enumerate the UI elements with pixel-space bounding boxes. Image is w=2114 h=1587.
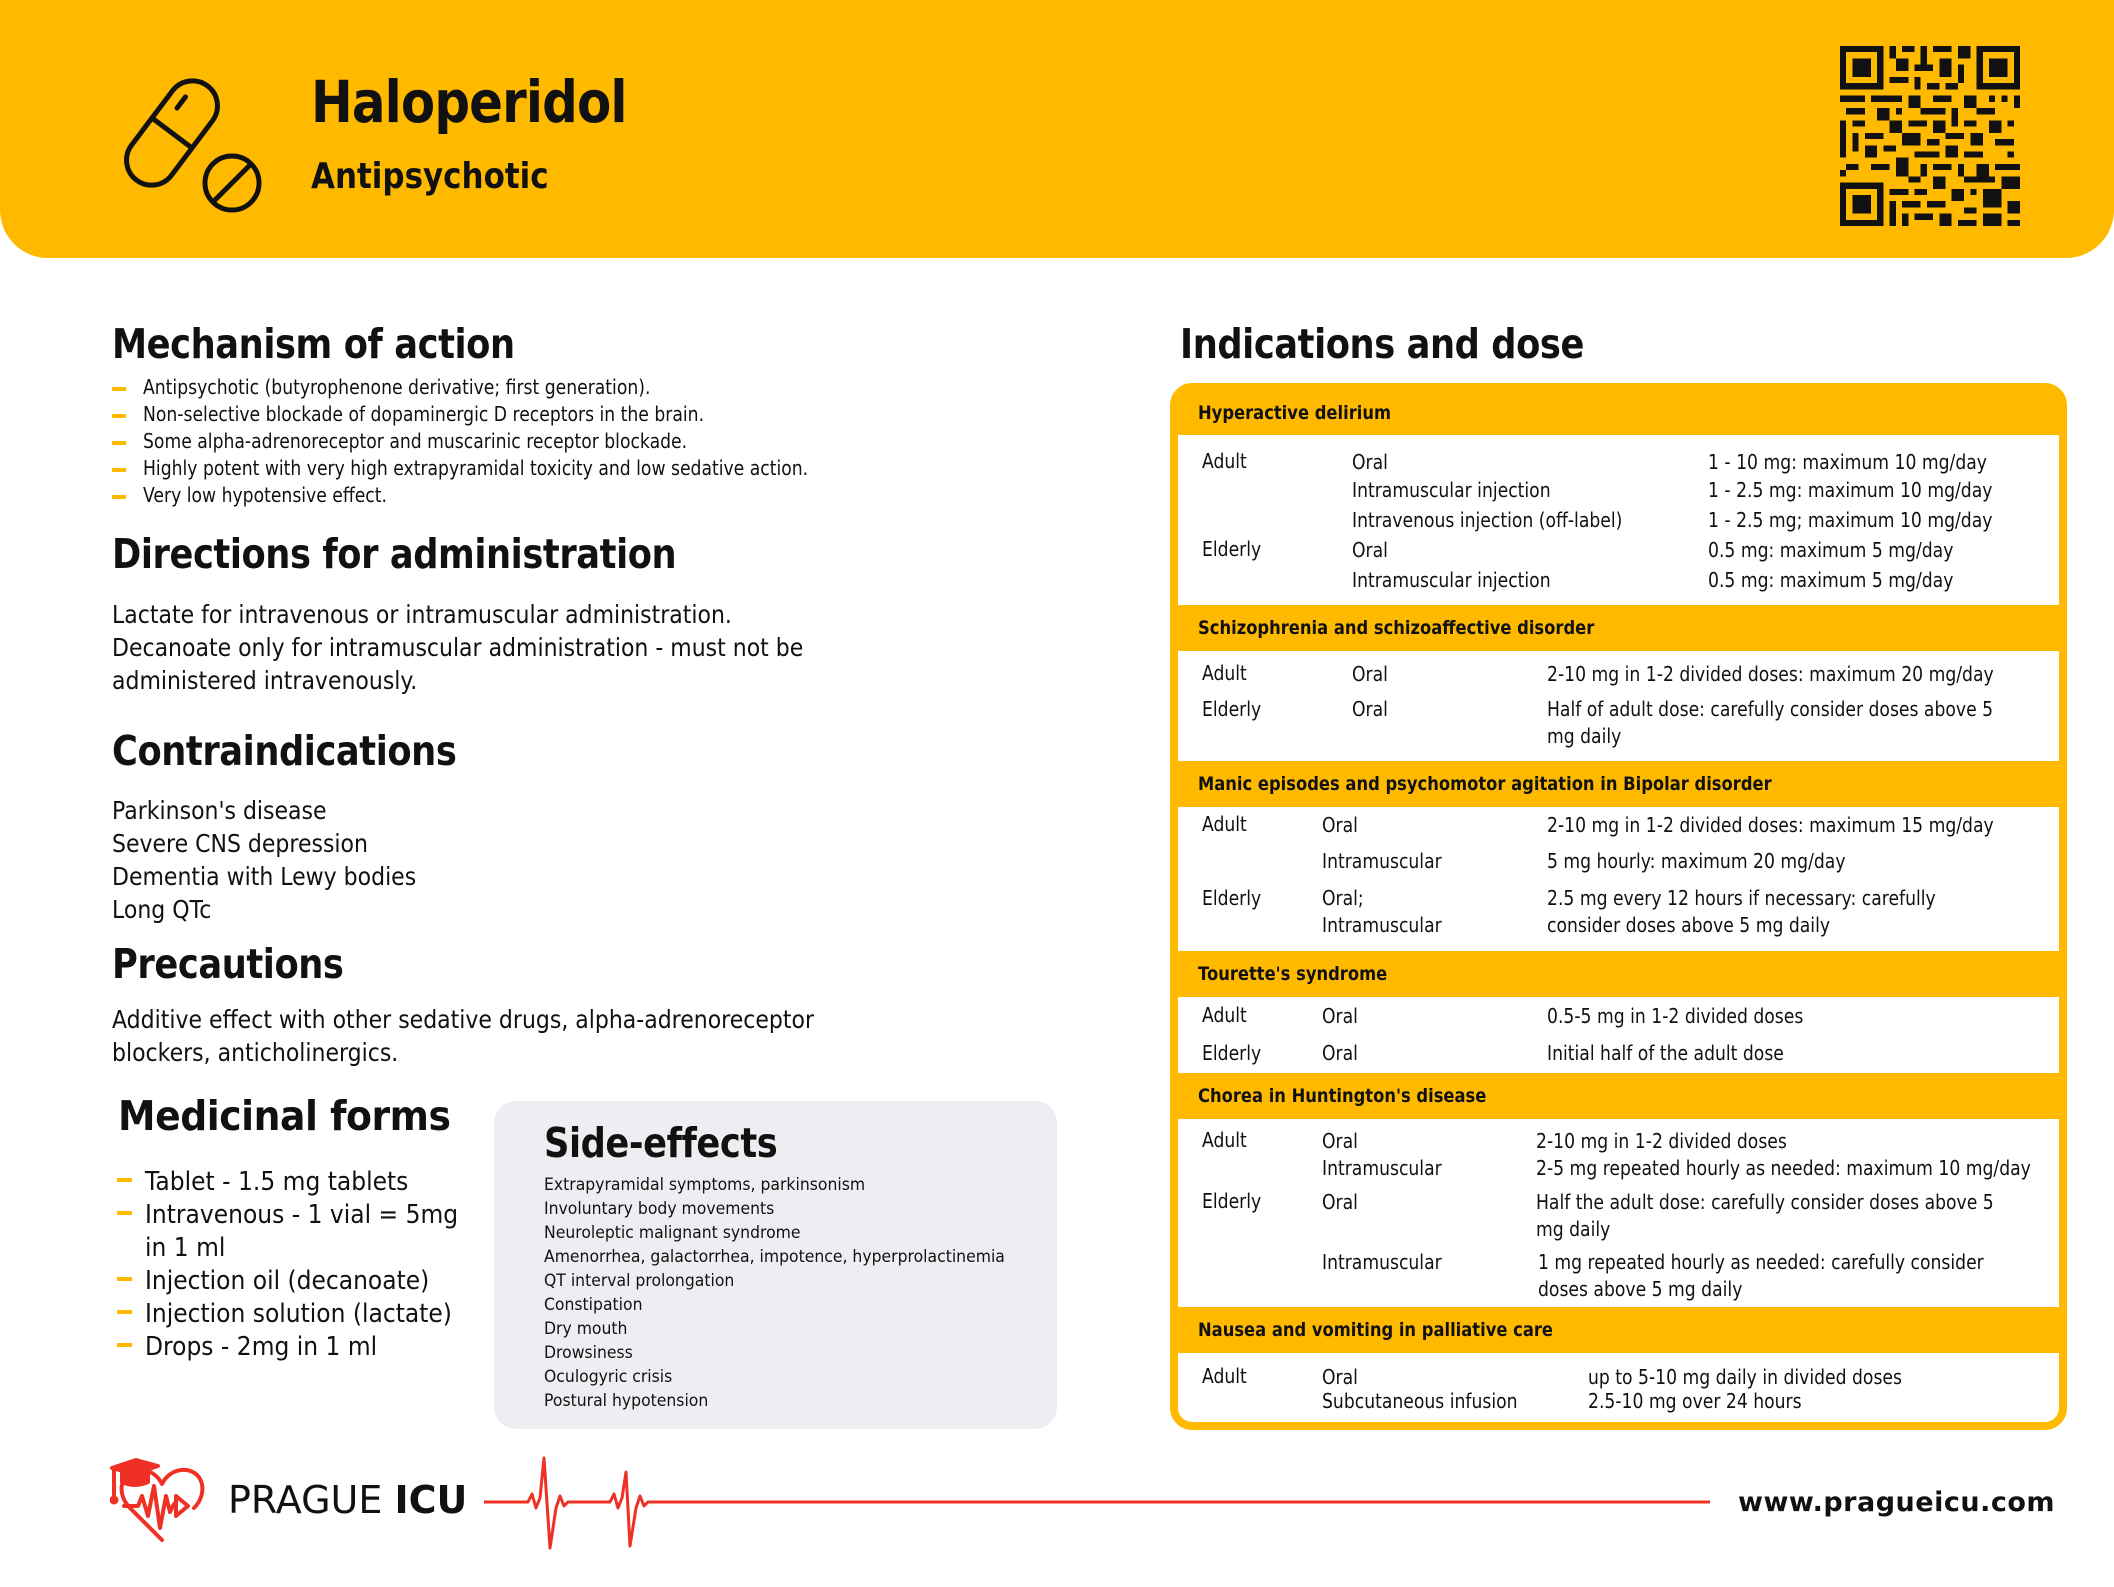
route: Oral	[1322, 1129, 1358, 1153]
indication-section-body	[1178, 435, 2059, 605]
list-item: QT interval prolongation	[544, 1271, 735, 1291]
route: Oral	[1322, 1004, 1358, 1028]
route: Oral	[1322, 1190, 1358, 1214]
patient-group: Adult	[1202, 812, 1247, 836]
dose: 0.5 mg: maximum 5 mg/day	[1708, 538, 1954, 562]
patient-group: Elderly	[1202, 886, 1262, 910]
list-item: Some alpha-adrenoreceptor and muscarinic receptor blockade.	[112, 428, 916, 455]
dose: Half the adult dose: carefully consider doses above 5	[1536, 1190, 1994, 1214]
dose: up to 5-10 mg daily in divided doses	[1588, 1365, 1902, 1389]
patient-group: Adult	[1202, 661, 1247, 685]
route: Oral	[1352, 662, 1388, 686]
directions-heading: Directions for administration	[112, 530, 677, 578]
contraindications-heading: Contraindications	[112, 727, 457, 775]
list-item: Non-selective blockade of dopaminergic D receptors in the brain.	[112, 401, 916, 428]
route: Oral	[1352, 450, 1388, 474]
precautions-heading: Precautions	[112, 940, 344, 988]
list-item: Intravenous - 1 vial = 5mg	[115, 1199, 493, 1232]
dose: Initial half of the adult dose	[1547, 1041, 1784, 1065]
route: Oral	[1352, 538, 1388, 562]
dose: Half of adult dose: carefully consider doses above 5	[1547, 697, 1994, 721]
route: Intramuscular injection	[1352, 568, 1551, 592]
indication-section-body	[1178, 1353, 2059, 1430]
indication-section-title: Schizophrenia and schizoaffective disorder	[1198, 617, 1595, 639]
dose: 2.5-10 mg over 24 hours	[1588, 1389, 1802, 1413]
list-item: Severe CNS depression	[112, 829, 368, 858]
indication-section-body	[1178, 651, 2059, 761]
side-effects-heading: Side-effects	[544, 1119, 778, 1167]
list-item: Constipation	[544, 1295, 643, 1315]
directions-text: Lactate for intravenous or intramuscular administration. Decanoate only for intramuscular administration - must not be administered intravenously.	[112, 600, 804, 695]
patient-group: Adult	[1202, 449, 1247, 473]
side-effects-panel	[494, 1101, 1057, 1429]
medicinal-forms-list	[115, 1166, 493, 1364]
ecg-line-icon	[484, 1452, 1710, 1552]
route: Oral	[1322, 1041, 1358, 1065]
dose: 0.5-5 mg in 1-2 divided doses	[1547, 1004, 1804, 1028]
indication-section-title: Manic episodes and psychomotor agitation in Bipolar disorder	[1198, 773, 1772, 795]
dose: 1 - 10 mg: maximum 10 mg/day	[1708, 450, 1987, 474]
list-item: Dementia with Lewy bodies	[112, 862, 417, 891]
route: Oral	[1322, 813, 1358, 837]
indication-section-title: Nausea and vomiting in palliative care	[1198, 1319, 1554, 1341]
list-item: Postural hypotension	[544, 1391, 709, 1411]
heart-ecg-graduation-cap-icon	[110, 1456, 214, 1542]
brand-name: PRAGUE ICU	[228, 1478, 468, 1522]
indications-heading: Indications and dose	[1180, 320, 1584, 368]
route: Intravenous injection (off-label)	[1352, 508, 1623, 532]
dose: consider doses above 5 mg daily	[1547, 913, 1831, 937]
list-item: Injection oil (decanoate)	[115, 1265, 493, 1298]
dose: 2-10 mg in 1-2 divided doses	[1536, 1129, 1787, 1153]
route: Intramuscular injection	[1352, 478, 1551, 502]
patient-group: Elderly	[1202, 1041, 1262, 1065]
list-item: Extrapyramidal symptoms, parkinsonism	[544, 1175, 866, 1195]
dose: mg daily	[1536, 1217, 1611, 1241]
patient-group: Elderly	[1202, 697, 1262, 721]
list-item: Injection solution (lactate)	[115, 1298, 493, 1331]
dose: 2-10 mg in 1-2 divided doses: maximum 15 mg/day	[1547, 813, 1994, 837]
indication-section-body	[1178, 807, 2059, 951]
dose: 1 - 2.5 mg; maximum 10 mg/day	[1708, 508, 1993, 532]
list-item: Antipsychotic (butyrophenone derivative; first generation).	[112, 374, 916, 401]
list-item: Dry mouth	[544, 1319, 628, 1339]
dose: 2-5 mg repeated hourly as needed: maximum 10 mg/day	[1536, 1156, 2031, 1180]
pill-capsule-tablet-icon	[115, 70, 265, 215]
indication-section-title: Hyperactive delirium	[1198, 402, 1392, 424]
route: Subcutaneous infusion	[1322, 1389, 1518, 1413]
indication-section-body	[1178, 997, 2059, 1073]
mechanism-list	[112, 374, 916, 509]
indications-table	[1170, 383, 2067, 1430]
list-item: Neuroleptic malignant syndrome	[544, 1223, 801, 1243]
list-item: Highly potent with very high extrapyramidal toxicity and low sedative action.	[112, 455, 916, 482]
website-link[interactable]: www.pragueicu.com	[1738, 1487, 2056, 1518]
dose: doses above 5 mg daily	[1538, 1277, 1743, 1301]
route: Intramuscular	[1322, 1156, 1442, 1180]
route: Intramuscular	[1322, 1250, 1442, 1274]
patient-group: Adult	[1202, 1128, 1247, 1152]
list-item: Amenorrhea, galactorrhea, impotence, hyperprolactinemia	[544, 1247, 1005, 1267]
dose: 0.5 mg: maximum 5 mg/day	[1708, 568, 1954, 592]
route: Intramuscular	[1322, 849, 1442, 873]
list-item: Drowsiness	[544, 1343, 633, 1363]
dose: 1 - 2.5 mg: maximum 10 mg/day	[1708, 478, 1993, 502]
mechanism-heading: Mechanism of action	[112, 320, 515, 368]
dose: mg daily	[1547, 724, 1622, 748]
patient-group: Adult	[1202, 1003, 1247, 1027]
drug-name: Haloperidol	[311, 68, 627, 136]
indication-section-body	[1178, 1119, 2059, 1307]
qr-code-icon[interactable]	[1840, 46, 2020, 226]
contraindications-list	[112, 794, 458, 926]
list-item: Drops - 2mg in 1 ml	[115, 1331, 493, 1364]
patient-group: Elderly	[1202, 537, 1262, 561]
list-item: Involuntary body movements	[544, 1199, 775, 1219]
list-item: Long QTc	[112, 895, 212, 924]
list-item: Parkinson's disease	[112, 796, 327, 825]
side-effects-list	[544, 1173, 1045, 1413]
medicinal-forms-heading: Medicinal forms	[118, 1092, 451, 1140]
list-item: Oculogyric crisis	[544, 1367, 673, 1387]
dose: 1 mg repeated hourly as needed: carefully consider	[1538, 1250, 1984, 1274]
indication-section-title: Chorea in Huntington's disease	[1198, 1085, 1487, 1107]
route: Intramuscular	[1322, 913, 1442, 937]
precautions-text: Additive effect with other sedative drugs, alpha-adrenoreceptor blockers, anticholinergics.	[112, 1005, 814, 1067]
route: Oral	[1322, 1365, 1358, 1389]
indication-section-title: Tourette's syndrome	[1198, 963, 1388, 985]
drug-class: Antipsychotic	[311, 156, 549, 197]
patient-group: Adult	[1202, 1364, 1247, 1388]
header-banner	[0, 0, 2114, 258]
dose: 2.5 mg every 12 hours if necessary: carefully	[1547, 886, 1936, 910]
list-item: Very low hypotensive effect.	[112, 482, 916, 509]
route: Oral	[1352, 697, 1388, 721]
dose: 5 mg hourly: maximum 20 mg/day	[1547, 849, 1846, 873]
patient-group: Elderly	[1202, 1189, 1262, 1213]
list-item: Tablet - 1.5 mg tablets	[115, 1166, 493, 1199]
list-item: in 1 ml	[145, 1233, 226, 1263]
dose: 2-10 mg in 1-2 divided doses: maximum 20 mg/day	[1547, 662, 1994, 686]
route: Oral;	[1322, 886, 1364, 910]
